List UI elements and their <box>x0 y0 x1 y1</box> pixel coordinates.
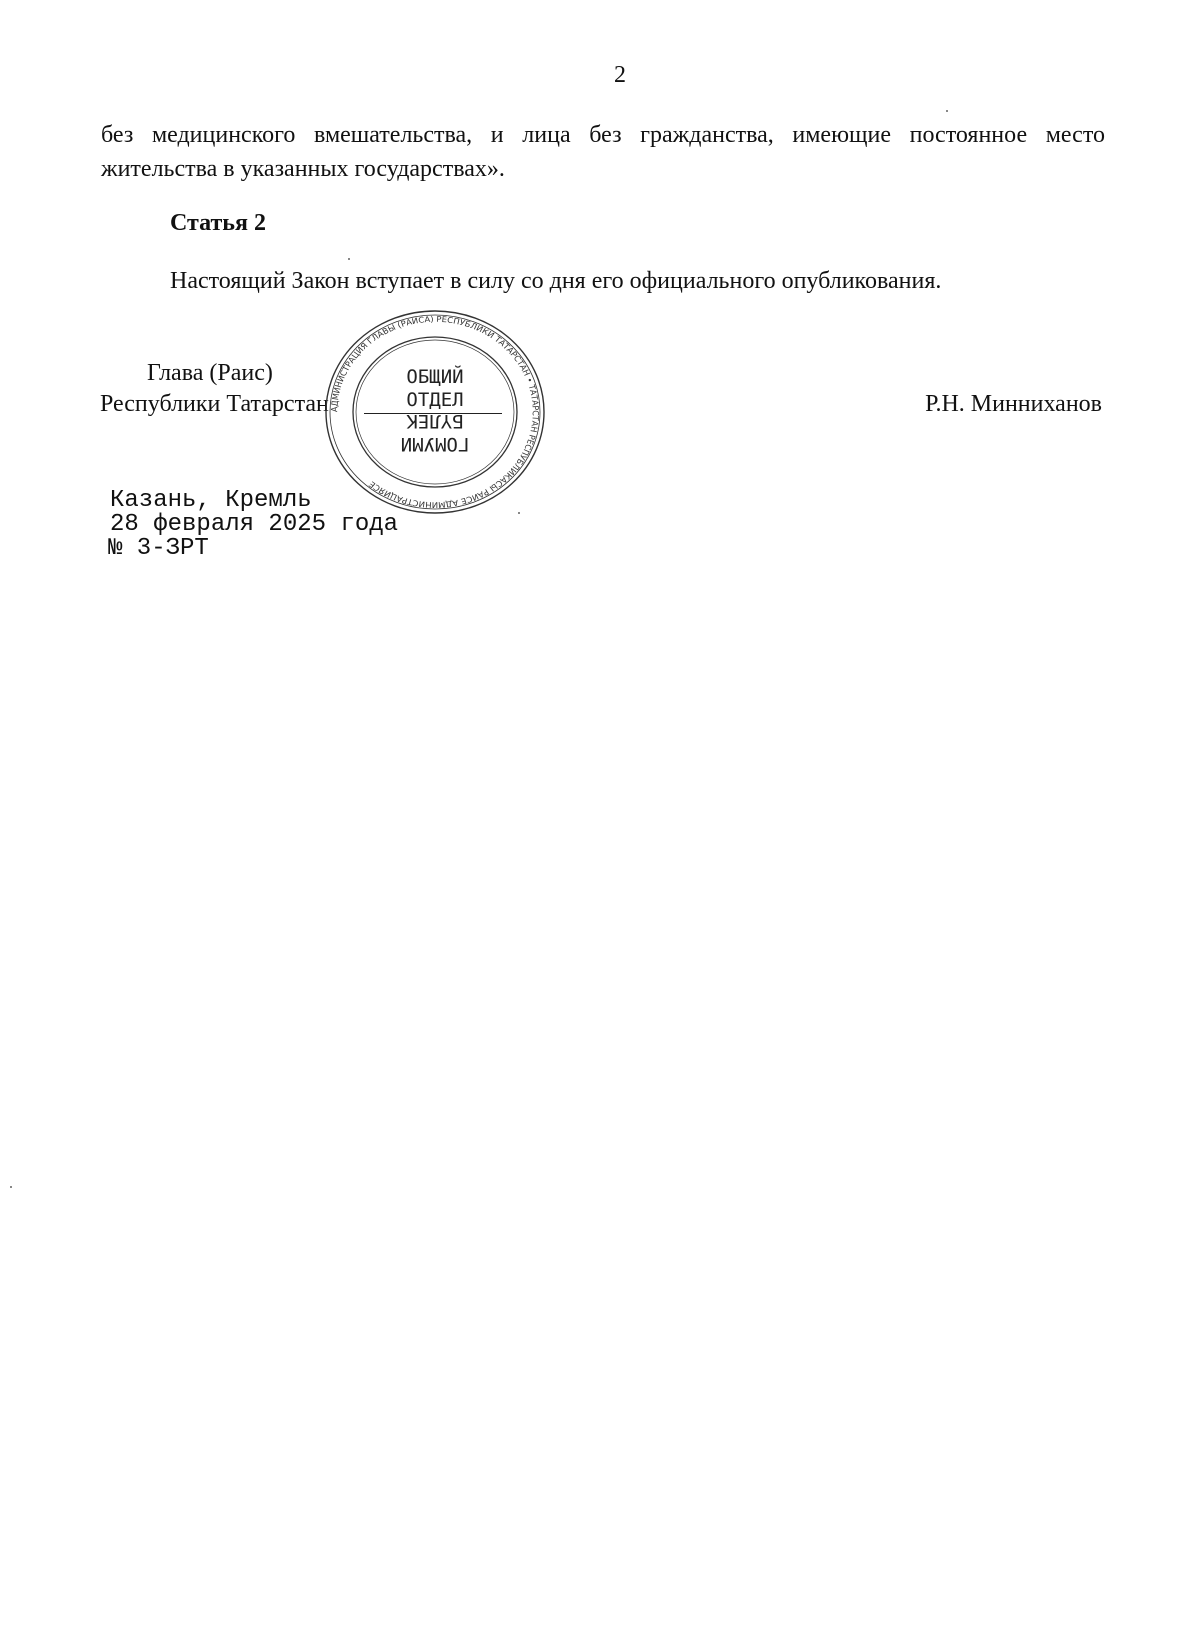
scan-speck <box>518 512 520 514</box>
article-text: Настоящий Закон вступает в силу со дня его официального опубликования. <box>170 268 942 294</box>
page-number: 2 <box>614 62 626 88</box>
scan-speck <box>10 1186 12 1188</box>
signing-date: 28 февраля 2025 года <box>110 511 399 538</box>
signatory-position-line1: Глава (Раис) <box>147 360 273 386</box>
signatory-position-line2: Республики Татарстан <box>100 391 329 417</box>
stamp-line-gomumi: ГОМУМИ <box>400 433 470 455</box>
continued-paragraph: без медицинского вмешательства, и лица без гражданства, имеющие постоянное место жительства в указанных государствах». <box>101 122 1105 182</box>
stamp-line-bulek: БҮЛЕК <box>406 410 464 432</box>
scan-speck <box>946 110 948 112</box>
stamp-line-obshchiy: ОБЩИЙ <box>406 366 464 388</box>
stamp-line-otdel: ОТДЕЛ <box>406 389 464 411</box>
law-number: № 3-ЗРТ <box>108 535 209 562</box>
signing-place: Казань, Кремль <box>110 487 312 514</box>
article-title: Статья 2 <box>170 210 266 236</box>
official-stamp <box>322 308 548 516</box>
signatory-name: Р.Н. Минниханов <box>925 391 1102 417</box>
stamp-outer-text: АДМИНИСТРАЦИЯ ГЛАВЫ (РАИСА) РЕСПУБЛИКИ ТАТАРСТАН • ТАТАРСТАН РЕСПУБЛИКАСЫ РАИСЕ АДМИНИСТРАЦИЯСЕ <box>328 314 542 510</box>
scan-speck <box>348 258 350 260</box>
